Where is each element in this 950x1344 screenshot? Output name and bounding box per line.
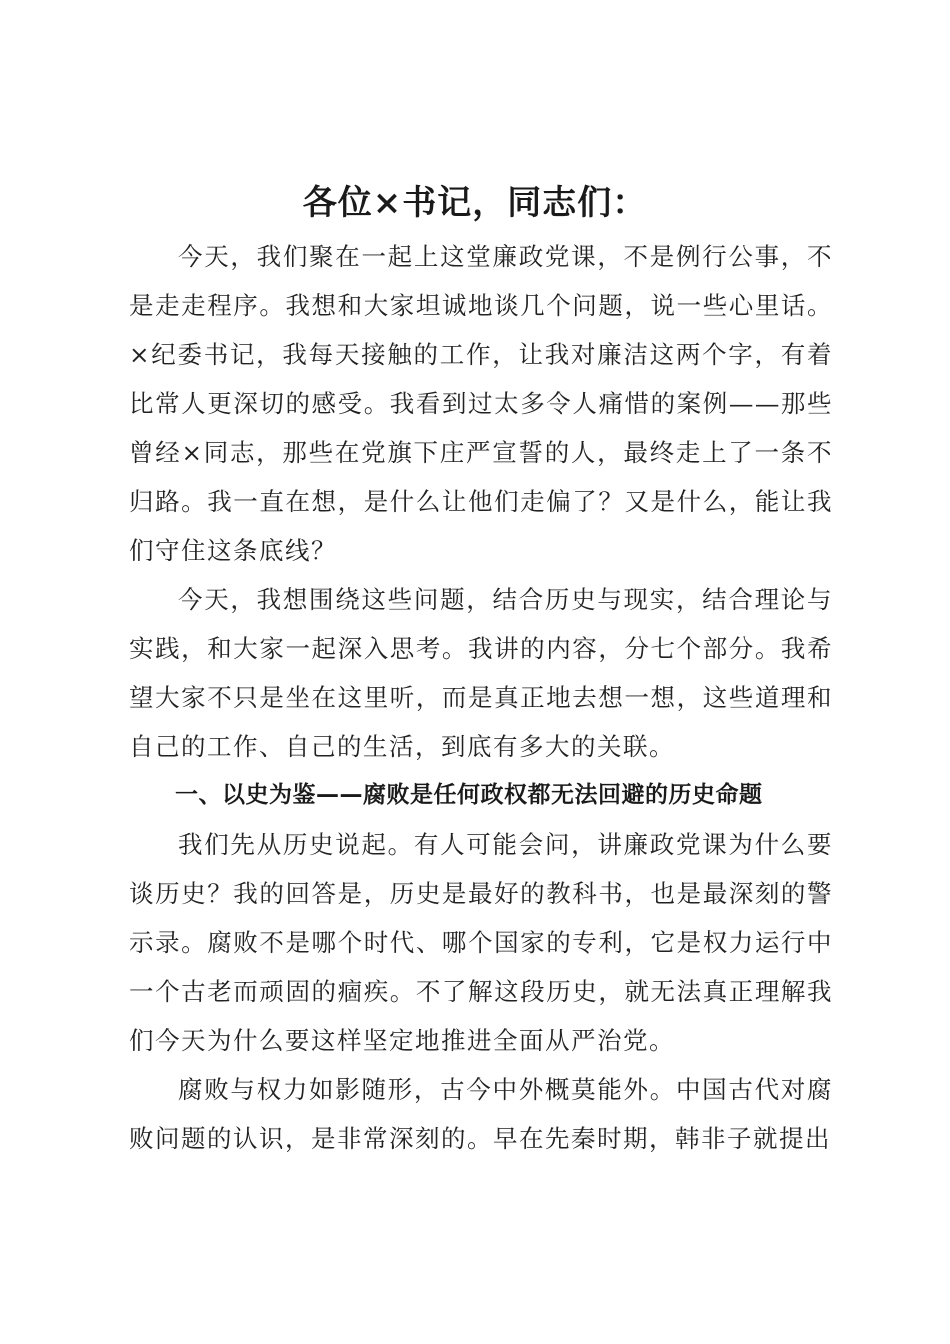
paragraph-2: 今天，我想围绕这些问题，结合历史与现实，结合理论与实践，和大家一起深入思考。我讲的内容，分七个部分。我希望大家不只是坐在这里听，而是真正地去想一想，这些道理和自己的工作、自己的生活，到底有多大的关联。 xyxy=(129,585,833,761)
intro-block xyxy=(129,232,833,1163)
paragraph-1: 今天，我们聚在一起上这堂廉政党课，不是例行公事，不是走走程序。我想和大家坦诚地谈几个问题，说一些心里话。×纪委书记，我每天接触的工作，让我对廉洁这两个字，有着比常人更深切的感受。我看到过太多令人痛惜的案例——那些曾经×同志，那些在党旗下庄严宣誓的人，最终走上了一条不归路。我一直在想，是什么让他们走偏了？又是什么，能让我们守住这条底线？ xyxy=(129,242,833,565)
paragraph-4: 腐败与权力如影随形，古今中外概莫能外。中国古代对腐败问题的认识，是非常深刻的。早在先秦时期，韩非子就提出 xyxy=(129,1075,833,1153)
document-title: 各位×书记，同志们： xyxy=(302,183,648,223)
section-heading-1: 一、以史为鉴——腐败是任何政权都无法回避的历史命题 xyxy=(175,782,763,808)
paragraph-3: 我们先从历史说起。有人可能会问，讲廉政党课为什么要谈历史？我的回答是，历史是最好的教科书，也是最深刻的警示录。腐败不是哪个时代、哪个国家的专利，它是权力运行中一个古老而顽固的痼疾。不了解这段历史，就无法真正理解我们今天为什么要这样坚定地推进全面从严治党。 xyxy=(129,830,833,1055)
